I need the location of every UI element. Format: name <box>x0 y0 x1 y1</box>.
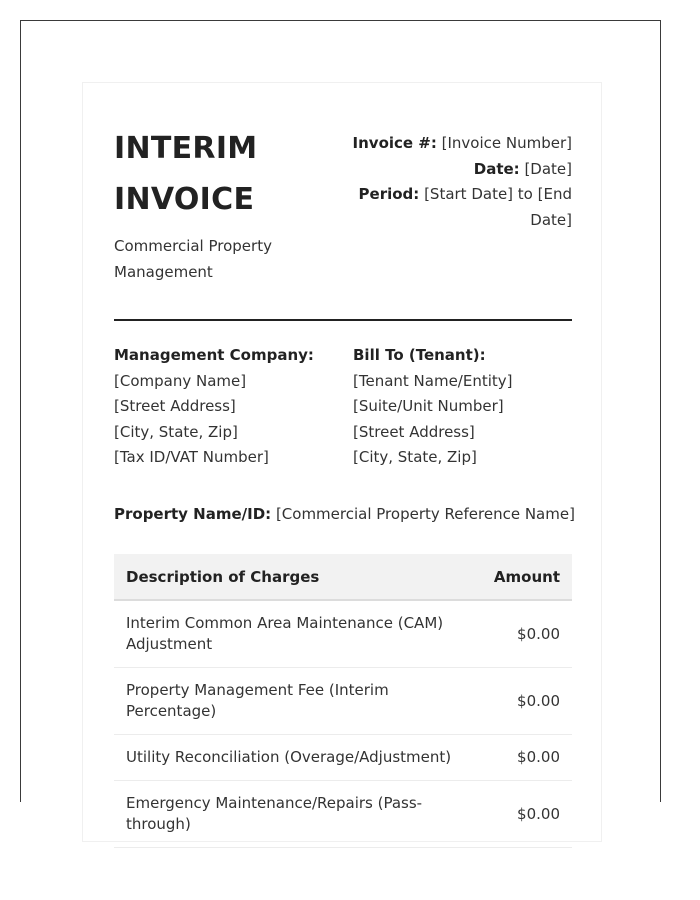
management-company-block <box>114 343 344 471</box>
bill-to-line: [Suite/Unit Number] <box>353 397 504 415</box>
bill-to-heading: Bill To (Tenant): <box>353 346 486 364</box>
management-company-line: [City, State, Zip] <box>114 422 238 441</box>
invoice-number-row <box>332 131 572 157</box>
invoice-subtitle-line2: Management <box>114 263 213 281</box>
charge-description: Emergency Maintenance/Repairs (Pass-through) <box>114 781 482 848</box>
table-row <box>114 668 572 735</box>
invoice-subtitle-line1: Commercial Property <box>114 237 272 255</box>
invoice-number-value: [Invoice Number] <box>436 134 572 152</box>
description-column-header: Description of Charges <box>114 554 482 600</box>
table-row <box>114 735 572 781</box>
bill-to-line: [City, State, Zip] <box>353 448 477 466</box>
invoice-title-line1: INTERIM <box>114 131 258 166</box>
property-value: [Commercial Property Reference Name] <box>271 505 575 523</box>
table-row <box>114 781 572 848</box>
table-row <box>114 600 572 668</box>
management-company-line: [Company Name] <box>114 371 247 390</box>
charge-description: Property Management Fee (Interim Percentage) <box>114 668 482 735</box>
header-divider <box>114 319 572 321</box>
charge-amount: $0.00 <box>482 600 572 668</box>
property-reference <box>114 502 575 526</box>
charge-description: Interim Common Area Maintenance (CAM) Adjustment <box>114 600 482 668</box>
invoice-subtitle <box>114 233 294 285</box>
document-viewer-frame <box>20 20 661 833</box>
bill-to-line: [Street Address] <box>353 422 475 441</box>
charge-amount: $0.00 <box>482 781 572 848</box>
management-company-line: [Tax ID/VAT Number] <box>114 448 269 466</box>
charge-amount: $0.00 <box>482 668 572 735</box>
invoice-page <box>82 82 602 842</box>
invoice-title <box>114 123 314 225</box>
property-label: Property Name/ID: <box>114 505 272 523</box>
invoice-period-label: Period: <box>358 185 420 203</box>
invoice-period-value: [Start Date] to [End Date] <box>419 185 572 229</box>
invoice-title-line2: INVOICE <box>114 182 255 217</box>
invoice-meta <box>332 131 572 233</box>
bill-to-block <box>353 343 583 471</box>
charges-table-header <box>114 554 572 600</box>
amount-column-header: Amount <box>482 554 572 600</box>
management-company-line: [Street Address] <box>114 397 236 415</box>
invoice-number-label: Invoice #: <box>352 134 437 152</box>
invoice-period-row <box>332 182 572 233</box>
invoice-date-label: Date: <box>473 159 520 178</box>
management-company-heading: Management Company: <box>114 346 314 364</box>
bill-to-line: [Tenant Name/Entity] <box>353 371 513 390</box>
charges-table <box>114 554 572 848</box>
charge-description: Utility Reconciliation (Overage/Adjustment) <box>114 735 482 781</box>
invoice-date-row <box>332 157 572 183</box>
invoice-content <box>114 123 575 833</box>
invoice-date-value: [Date] <box>519 159 572 178</box>
invoice-header <box>114 123 572 319</box>
charge-amount: $0.00 <box>482 735 572 781</box>
